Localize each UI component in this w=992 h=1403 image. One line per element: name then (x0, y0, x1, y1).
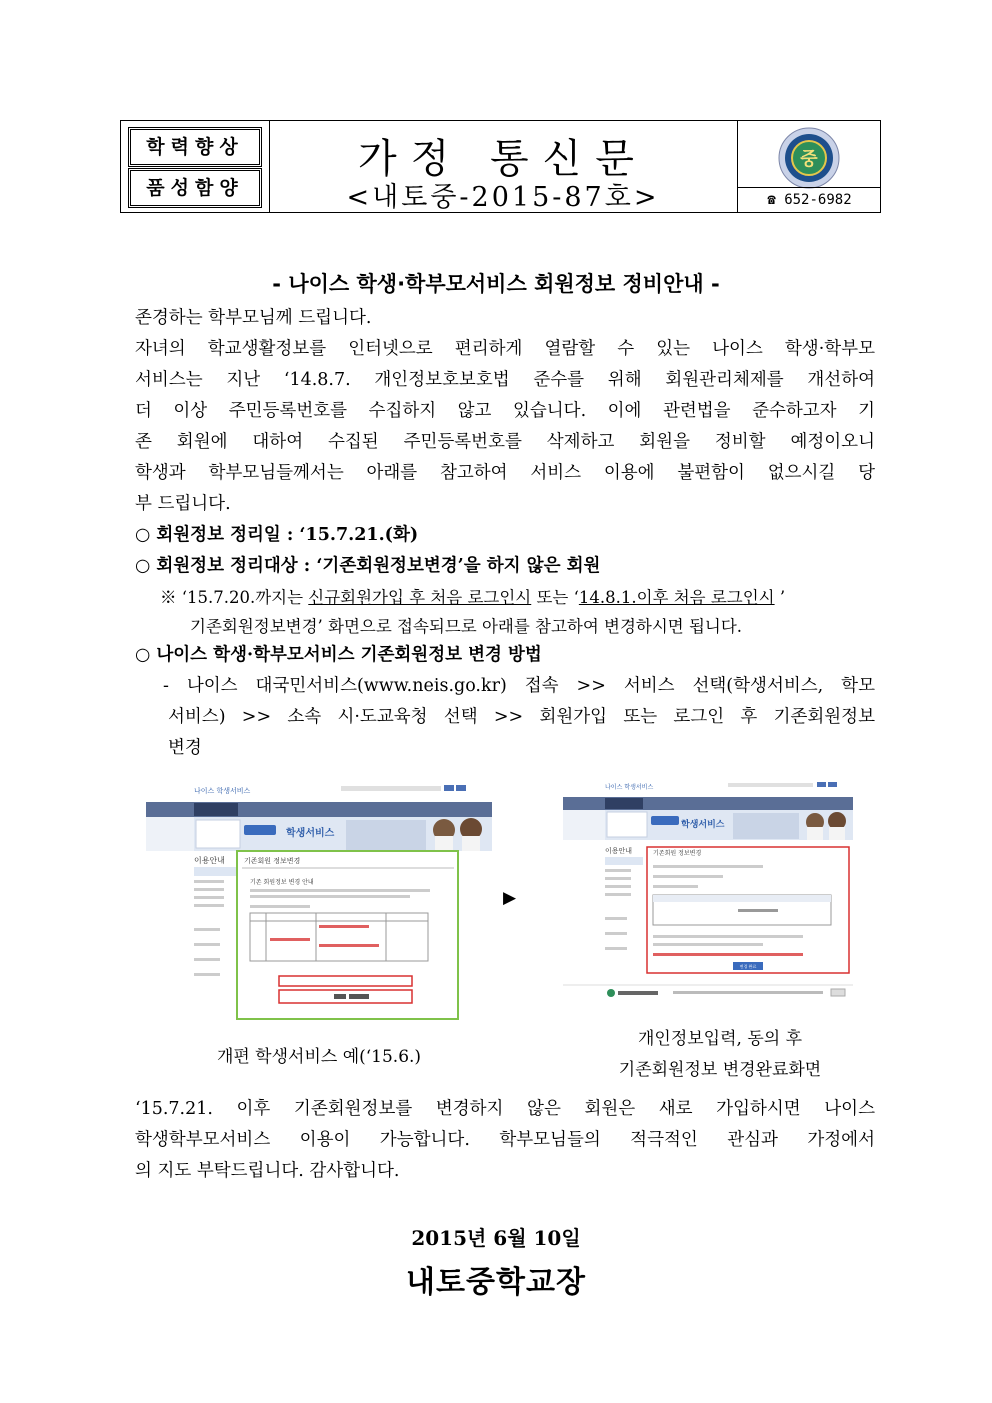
method-line: 변경 (168, 738, 202, 758)
newsletter-title: 가정 통신문 (358, 136, 648, 182)
letterhead (120, 120, 881, 213)
caption-screenshot-a: 개편 학생서비스 예(‘15.6.) (216, 1047, 422, 1067)
motto-character: 품성함양 (130, 170, 260, 206)
emblem-cell (737, 121, 881, 212)
method-heading: ○ 나이스 학생·학부모서비스 기존회원정보 변경 방법 (135, 645, 542, 665)
intro-line: 존 회원에 대하여 수집된 주민등록번호를 삭제하고 회원을 정비할 예정이오니 (135, 432, 875, 452)
intro-line: 더 이상 주민등록번호를 수집하지 않고 있습니다. 이에 관련법을 준수하고자 기 (135, 401, 875, 421)
svg-text:나이스 학생서비스: 나이스 학생서비스 (605, 784, 654, 791)
cleanup-date: ○ 회원정보 정리일 : ‘15.7.21.(화) (135, 525, 419, 545)
notice-title: - 나이스 학생·학부모서비스 회원정보 정비안내 - (272, 272, 720, 296)
cleanup-target: ○ 회원정보 정리대상 : ‘기존회원정보변경’을 하지 않은 회원 (135, 556, 601, 576)
intro-line: 학생과 학부모님들께서는 아래를 참고하여 서비스 이용에 불편함이 없으시길 당 (135, 463, 875, 483)
caption-screenshot-b-line1: 개인정보입력, 동의 후 (637, 1029, 802, 1049)
svg-text:나이스 학생서비스: 나이스 학생서비스 (194, 787, 251, 795)
arrow-icon: ▶ (503, 888, 517, 908)
note-mid: 또는 ‘ (531, 588, 579, 607)
note-line-2: 기존회원정보변경’ 화면으로 접속되므로 아래를 참고하여 변경하시면 됩니다. (190, 617, 743, 636)
note-prefix: ※ ‘15.7.20.까지는 (160, 588, 309, 607)
intro-line: 부 드립니다. (135, 494, 231, 514)
issue-date: 2015년 6월 10일 (411, 1226, 581, 1250)
conclusion-line: 의 지도 부탁드립니다. 감사합니다. (135, 1161, 400, 1181)
principal-signature: 내토중학교장 (406, 1265, 586, 1300)
svg-text:학생서비스: 학생서비스 (286, 828, 335, 839)
caption-screenshot-b-line2: 기존회원정보 변경완료화면 (618, 1060, 822, 1080)
svg-text:이용안내: 이용안내 (194, 856, 225, 865)
screenshot-student-service-renewal (146, 778, 492, 1022)
conclusion-line: 학생학부모서비스 이용이 가능합니다. 학부모님들의 적극적인 관심과 가정에서 (135, 1130, 875, 1150)
intro-line: 자녀의 학교생활정보를 인터넷으로 편리하게 열람할 수 있는 나이스 학생·학부모 (135, 339, 875, 359)
svg-text:이용안내: 이용안내 (605, 847, 633, 855)
note-suffix: ’ (774, 588, 786, 607)
motto-cell (121, 121, 270, 212)
svg-text:기존회원 정보변경: 기존회원 정보변경 (244, 857, 301, 865)
greeting: 존경하는 학부모님께 드립니다. (135, 308, 372, 328)
intro-line: 서비스는 지난 ‘14.8.7. 개인정보호보호법 준수를 위해 회원관리체제를 개선하여 (135, 370, 875, 390)
issue-number: <내토중-2015-87호> (346, 182, 660, 213)
motto-academic: 학력향상 (130, 129, 260, 165)
conclusion-line: ‘15.7.21. 이후 기존회원정보를 변경하지 않은 회원은 새로 가입하시면 나이스 (135, 1099, 875, 1119)
method-line: 서비스) >> 소속 시·도교육청 선택 >> 회원가입 또는 로그인 후 기존회원정보 (168, 707, 875, 727)
screenshot-renewal-complete (563, 777, 853, 1001)
screenshot-a-image (146, 778, 492, 1022)
school-emblem-icon (776, 127, 842, 189)
svg-text:중: 중 (800, 149, 818, 170)
svg-text:변경 완료: 변경 완료 (739, 964, 757, 969)
svg-text:학생서비스: 학생서비스 (681, 820, 725, 830)
note-underline-1: 신규회원가입 후 처음 로그인시 (308, 588, 532, 607)
method-line: - 나이스 대국민서비스(www.neis.go.kr) 접속 >> 서비스 선택(학생서비스, 학모 (163, 676, 875, 696)
screenshot-b-image (563, 777, 853, 1001)
phone-number: ☎ 652-6982 (738, 187, 881, 212)
note-line-1 (160, 582, 875, 613)
note-underline-2: 14.8.1.이후 처음 로그인시 (578, 588, 775, 607)
svg-text:기존 회원정보 변경 안내: 기존 회원정보 변경 안내 (250, 879, 314, 886)
title-cell (269, 121, 737, 212)
svg-text:기존회원 정보변경: 기존회원 정보변경 (653, 850, 702, 857)
